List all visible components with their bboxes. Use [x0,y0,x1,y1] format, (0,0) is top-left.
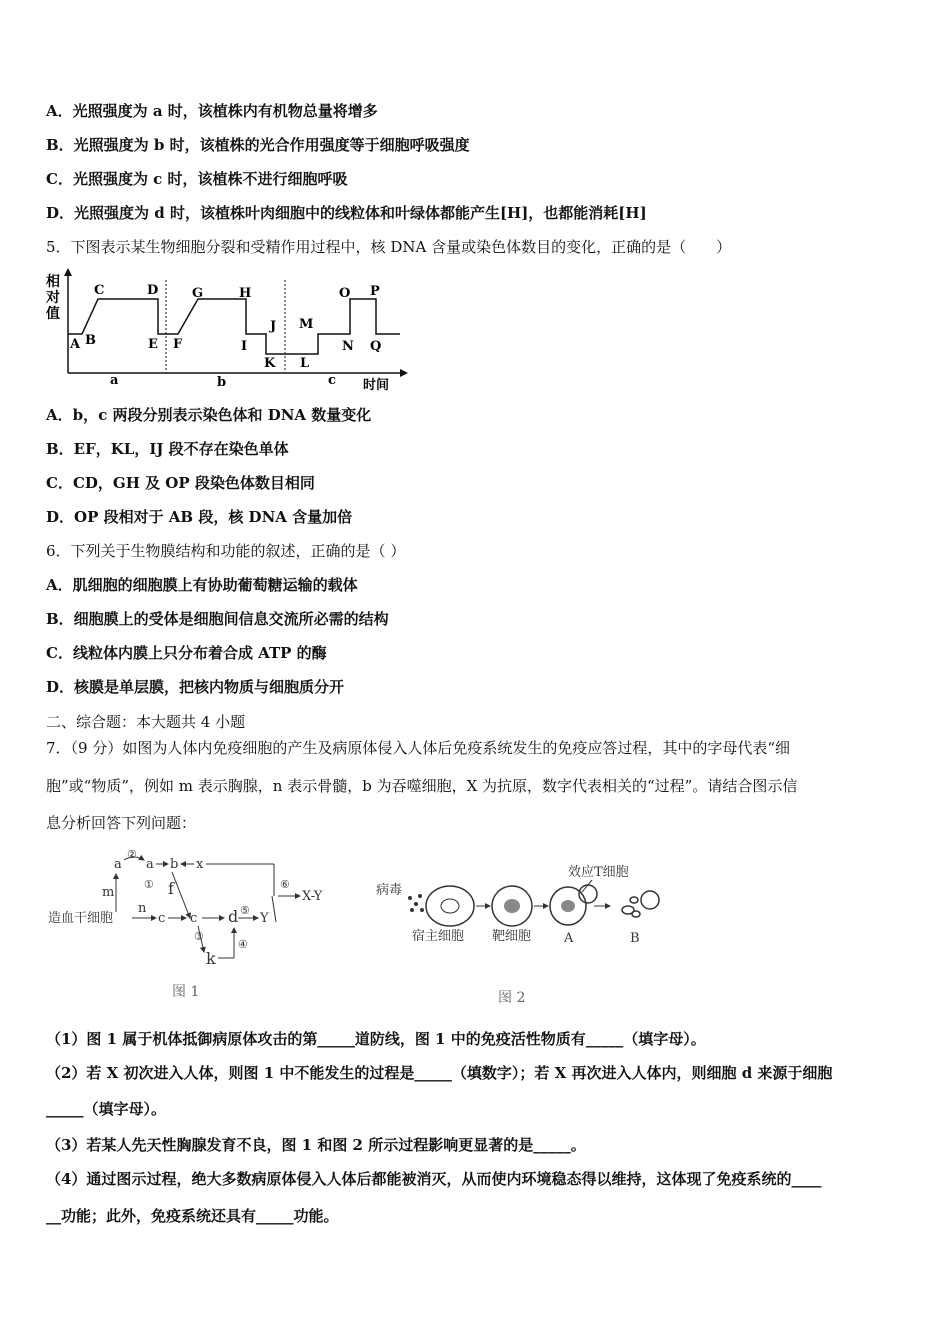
y-label-2: 对 [46,290,60,306]
x-axis-label: 时间 [363,378,390,393]
q5-option-b: B．EF，KL，IJ 段不存在染色单体 [46,440,289,458]
fig2-virus-dots [408,894,424,912]
point-M: M [299,317,314,332]
fig1-f: f [168,879,174,898]
x-axis-arrow [400,369,408,377]
point-I: I [241,339,248,354]
fig1-source: 造血干细胞 [48,911,114,926]
fig1-x: x [196,857,204,872]
fig2-b-label: B [630,931,640,946]
fig1-caption: 图 1 [172,984,200,1000]
fig1-c2: c [190,911,198,926]
fig1-k: k [206,949,216,968]
q7-figure-2 [372,858,672,1010]
q5-graph [40,268,410,394]
q5-option-c: C．CD，GH 及 OP 段染色体数目相同 [46,474,315,492]
fig1-step-5: ⑤ [240,904,250,917]
q7-figure-1 [44,842,344,1002]
q7-question-2-line-2: _____（填字母）。 [46,1100,167,1118]
fig2-caption: 图 2 [498,990,526,1006]
point-G: G [192,286,204,301]
q6-stem: 6．下列关于生物膜结构和功能的叙述，正确的是（ ） [46,542,406,560]
q6-option-d: D．核膜是单层膜，把核内物质与细胞质分开 [46,678,345,696]
fig2-target-label: 靶细胞 [492,929,532,944]
point-J: J [270,319,277,334]
segment-c: c [328,373,336,388]
point-O: O [339,286,351,301]
point-E: E [148,337,158,352]
fig1-step-3: ③ [194,930,204,943]
fig2-host-cell [426,886,474,926]
q7-question-2-line-1: （2）若 X 初次进入人体，则图 1 中不能发生的过程是_____（填数字）；若 X 再次进入人体内，则细胞 d 来源于细胞 [46,1064,833,1082]
fig1-step-6: ⑥ [280,878,290,891]
q7-question-3: （3）若某人先天性胸腺发育不良，图 1 和图 2 所示过程影响更显著的是_____。 [46,1136,586,1154]
q6-option-c: C．线粒体内膜上只分布着合成 ATP 的酶 [46,644,327,662]
q6-option-a: A．肌细胞的细胞膜上有协助葡萄糖运输的载体 [46,576,358,594]
fig1-step-1: ① [144,878,154,891]
q7-stem-line-1: 7．（9 分）如图为人体内免疫细胞的产生及病原体侵入人体后免疫系统发生的免疫应答过程，其中的字母代表“细 [46,739,791,757]
fig1-xy: X-Y [302,889,323,904]
q7-stem-line-2: 胞”或“物质”，例如 m 表示胸腺，n 表示骨髓，b 为吞噬细胞，X 为抗原，数字代表相关的“过程”。请结合图示信 [46,777,798,795]
q7-stem-line-3: 息分析回答下列问题： [46,814,197,832]
segment-a: a [110,373,119,388]
fig1-m: m [102,885,115,900]
fig1-step-4: ④ [238,938,248,951]
fig2-virus-label: 病毒 [376,883,403,898]
section-heading: 二、综合题：本大题共 4 小题 [46,713,246,731]
fig1-a2: a [146,857,154,872]
point-P: P [370,284,380,299]
fig2-effector-label: 效应T细胞 [568,865,629,880]
fig2-host-label: 宿主细胞 [412,929,465,944]
point-D: D [147,283,159,298]
fig1-a-top: a [114,857,122,872]
q4-option-b: B．光照强度为 b 时，该植株的光合作用强度等于细胞呼吸强度 [46,136,470,154]
point-B: B [85,333,96,348]
point-N: N [342,339,354,354]
y-label-3: 值 [46,306,60,322]
fig2-cell-b [622,891,659,917]
q7-question-1: （1）图 1 属于机体抵御病原体攻击的第_____道防线，图 1 中的免疫活性物质有_____（填字母）。 [46,1030,706,1048]
q7-question-4-line-2: __功能；此外，免疫系统还具有_____功能。 [46,1207,339,1225]
point-A: A [70,337,81,352]
fig1-b: b [170,857,179,872]
fig1-y: Y [260,911,269,926]
q5-option-a: A．b，c 两段分别表示染色体和 DNA 数量变化 [46,406,372,424]
fig2-a-label: A [564,931,574,946]
segment-b: b [217,375,227,390]
q5-option-d: D．OP 段相对于 AB 段，核 DNA 含量加倍 [46,508,353,526]
q7-question-4-line-1: （4）通过图示过程，绝大多数病原体侵入人体后都能被消灭，从而使内环境稳态得以维持，这体现了免疫系统的____ [46,1170,822,1188]
q4-option-a: A．光照强度为 a 时，该植株内有机物总量将增多 [46,102,378,120]
y-label-1: 相 [46,274,60,290]
q4-option-c: C．光照强度为 c 时，该植株不进行细胞呼吸 [46,170,348,188]
q4-option-d: D．光照强度为 d 时，该植株叶肉细胞中的线粒体和叶绿体都能产生[H]，也都能消耗[H] [46,204,647,222]
point-F: F [173,337,183,352]
point-H: H [239,286,252,301]
point-Q: Q [370,339,382,354]
q5-stem: 5．下图表示某生物细胞分裂和受精作用过程中，核 DNA 含量或染色体数目的变化，正确的是（ ） [46,238,732,256]
y-axis-arrow [64,268,72,276]
fig1-c1: c [158,911,166,926]
point-K: K [264,356,276,371]
point-C: C [94,283,105,298]
fig1-d: d [228,907,239,926]
fig1-n: n [138,901,147,916]
point-L: L [300,356,310,371]
fig1-step-2: ② [127,848,137,861]
q6-option-b: B．细胞膜上的受体是细胞间信息交流所必需的结构 [46,610,389,628]
